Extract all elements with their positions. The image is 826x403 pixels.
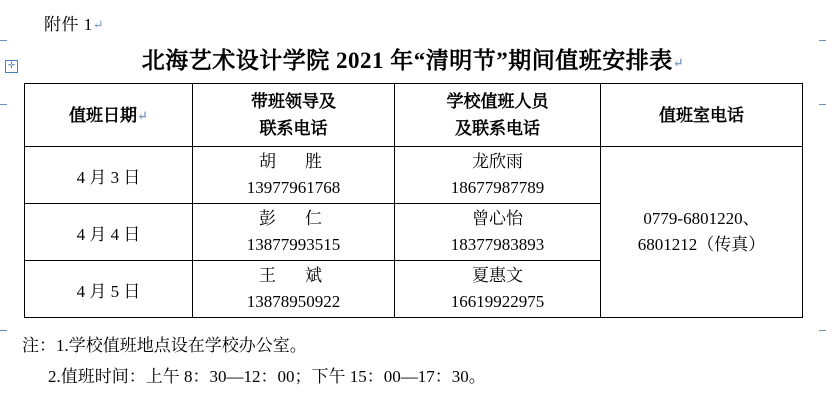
page-title-text: 北海艺术设计学院 2021 年“清明节”期间值班安排表 (141, 48, 673, 73)
leader-phone: 13977961768 (246, 178, 341, 197)
margin-tick (819, 40, 826, 41)
staff-name: 曾心怡 (472, 209, 523, 228)
header-leader-line2: 联系电话 (259, 119, 328, 138)
header-cell-date (25, 84, 193, 147)
cell-leader (193, 204, 395, 261)
cell-staff (395, 147, 601, 204)
header-leader-line1: 带班领导及 (251, 92, 336, 111)
office-phone-line1: 0779-6801220、 (643, 209, 760, 228)
staff-name: 龙欣雨 (472, 152, 523, 171)
date-text: 4 月 5 日 (76, 281, 141, 301)
header-cell-leader (193, 84, 395, 147)
margin-tick (0, 330, 7, 331)
cell-date (25, 204, 193, 261)
staff-phone: 18677987789 (450, 178, 545, 197)
table-move-handle-icon[interactable]: ✛ (5, 60, 18, 73)
paragraph-mark-icon: ↵ (137, 107, 148, 123)
staff-phone: 18377983893 (450, 235, 545, 254)
page-title (0, 42, 826, 75)
header-cell-staff (395, 84, 601, 147)
cell-staff (395, 261, 601, 318)
cell-leader (193, 261, 395, 318)
staff-phone: 16619922975 (450, 292, 545, 311)
margin-tick (819, 104, 826, 105)
cell-staff (395, 204, 601, 261)
header-office-phone-text: 值班室电话 (659, 105, 744, 125)
attachment-label (44, 10, 104, 35)
cell-date (25, 147, 193, 204)
duty-schedule-table (24, 83, 803, 318)
staff-name: 夏惠文 (472, 266, 523, 285)
notes-block (22, 330, 812, 392)
leader-name: 胡 胜 (259, 152, 328, 171)
leader-name: 王 斌 (259, 266, 328, 285)
attachment-label-text: 附件 1 (44, 15, 93, 34)
header-cell-office-phone (601, 84, 803, 147)
cell-date (25, 261, 193, 318)
paragraph-mark-icon: ↵ (92, 17, 105, 32)
date-text: 4 月 4 日 (76, 224, 141, 244)
leader-phone: 13878950922 (246, 292, 341, 311)
date-text: 4 月 3 日 (76, 167, 141, 187)
header-staff-line2: 及联系电话 (455, 119, 540, 138)
table-header-row (25, 84, 803, 147)
office-phone-line2: 6801212（传真） (637, 235, 766, 254)
margin-tick (0, 104, 7, 105)
header-staff-line1: 学校值班人员 (446, 92, 549, 111)
leader-name: 彭 仁 (259, 209, 328, 228)
cell-office-phone (601, 147, 803, 318)
cell-leader (193, 147, 395, 204)
paragraph-mark-icon: ↵ (672, 55, 685, 70)
leader-phone: 13877993515 (246, 235, 341, 254)
header-date-text: 值班日期 (69, 105, 138, 125)
table-row (25, 147, 803, 204)
margin-tick (0, 40, 7, 41)
note-line-2: 2.值班时间：上午 8：30—12：00；下午 15：00—17：30。 (48, 367, 486, 386)
margin-tick (819, 330, 826, 331)
note-line-1: 注：1.学校值班地点设在学校办公室。 (22, 336, 307, 355)
